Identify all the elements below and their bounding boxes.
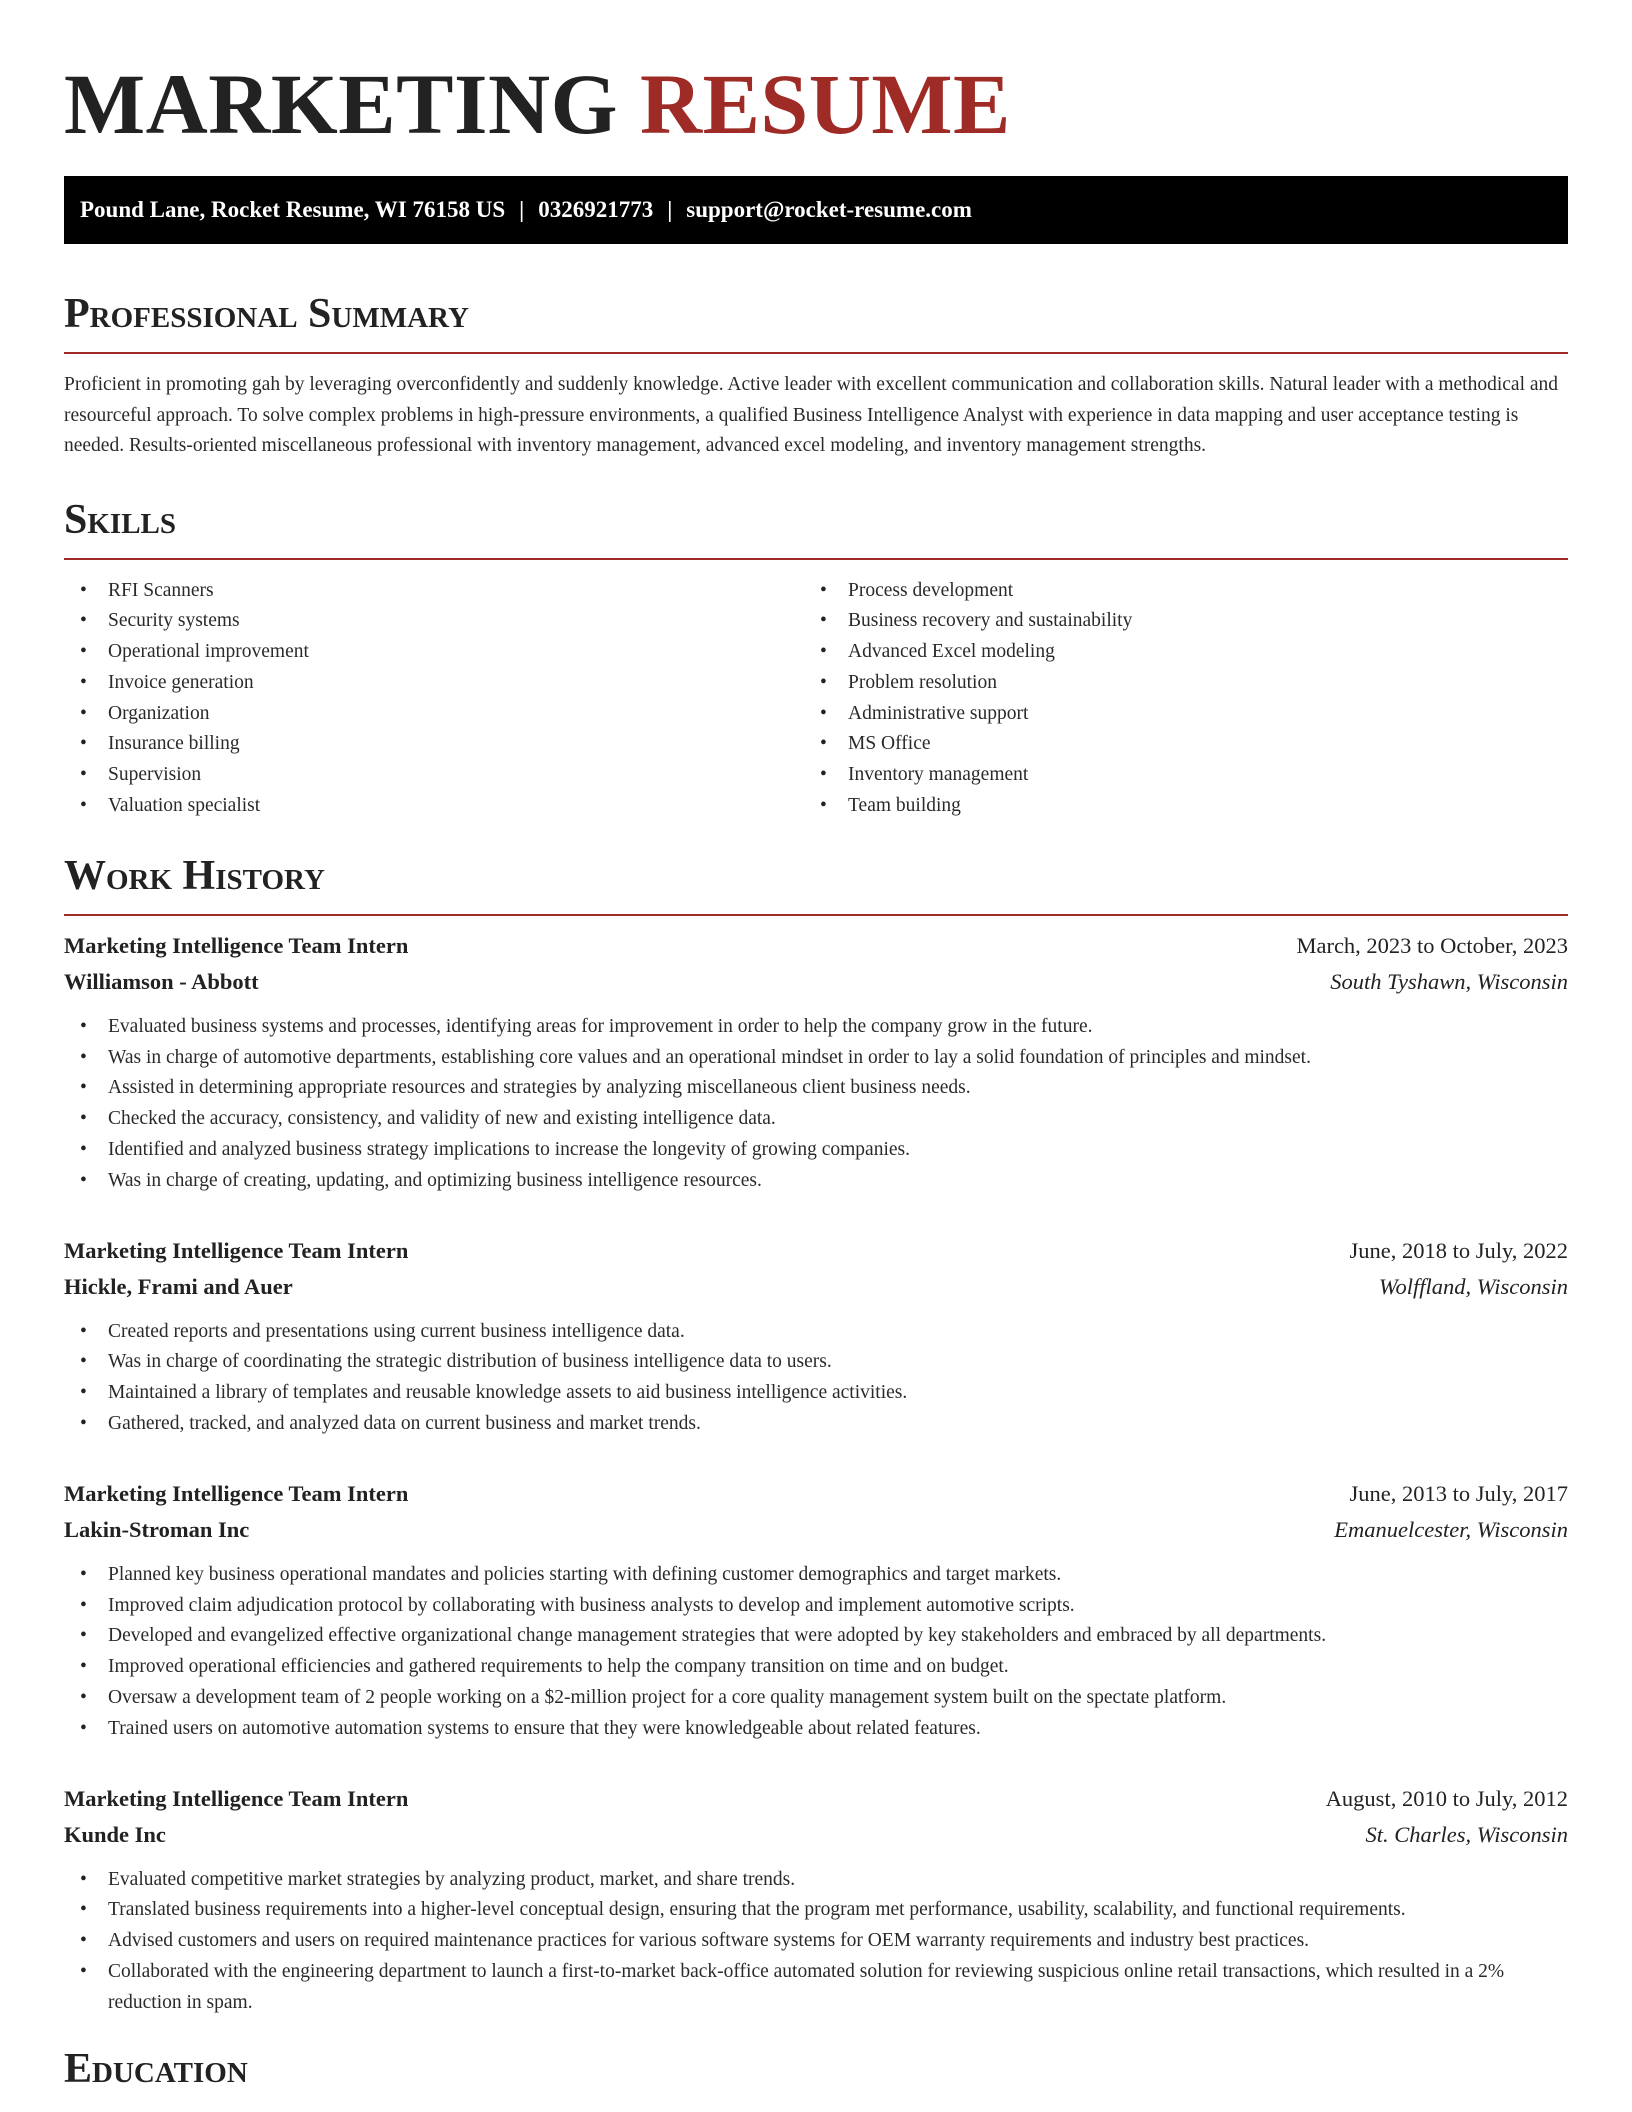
contact-email: support@rocket-resume.com <box>686 197 972 222</box>
education-section <box>64 2045 1568 2093</box>
job-title: Marketing Intelligence Team Intern <box>64 932 409 958</box>
summary-section <box>64 290 1568 462</box>
skills-list-right <box>804 576 1544 822</box>
job-entry <box>64 1781 1568 2019</box>
job-company: Kunde Inc <box>64 1821 166 1847</box>
job-header-row <box>64 1233 1568 1269</box>
job-bullet: • Collaborated with the engineering department to launch a first-to-market back-office automated solution for reviewing suspicious online retail transactions, which resulted in a 2% reduction in spam. <box>64 1957 1568 2019</box>
job-bullet: • Improved operational efficiencies and gathered requirements to help the company transition on time and on budget. <box>64 1652 1568 1683</box>
resume-page <box>64 0 1568 2093</box>
job-entry <box>64 928 1568 1197</box>
section-divider <box>64 914 1568 916</box>
section-heading-skills: Skills <box>64 496 177 543</box>
job-company-row <box>64 1269 1568 1305</box>
skills-grid <box>64 576 1568 822</box>
job-header-row <box>64 1781 1568 1817</box>
skill-item: • Invoice generation <box>64 668 804 699</box>
job-bullet: • Planned key business operational mandates and policies starting with defining customer demographics and target markets. <box>64 1560 1568 1591</box>
job-bullet: • Trained users on automotive automation systems to ensure that they were knowledgeable about related features. <box>64 1714 1568 1745</box>
job-title: Marketing Intelligence Team Intern <box>64 1785 409 1811</box>
job-bullet: • Checked the accuracy, consistency, and validity of new and existing intelligence data. <box>64 1104 1568 1135</box>
job-bullet: • Was in charge of automotive departments, establishing core values and an operational mindset in order to lay a solid foundation of principles and mindset. <box>64 1043 1568 1074</box>
job-bullet: • Identified and analyzed business strategy implications to increase the longevity of growing companies. <box>64 1135 1568 1166</box>
contact-address: Pound Lane, Rocket Resume, WI 76158 US <box>80 197 506 222</box>
contact-separator: | <box>667 197 673 222</box>
job-bullet: • Evaluated competitive market strategies by analyzing product, market, and share trends. <box>64 1865 1568 1896</box>
job-bullet: • Improved claim adjudication protocol by collaborating with business analysts to develop and implement automotive scripts. <box>64 1591 1568 1622</box>
job-bullets <box>64 1865 1568 2019</box>
skill-item: • Process development <box>804 576 1544 607</box>
job-company-row <box>64 964 1568 1000</box>
skill-item: • Inventory management <box>804 760 1544 791</box>
job-bullet: • Translated business requirements into a higher-level conceptual design, ensuring that the program met performance, usability, scalability, and functional requirements. <box>64 1895 1568 1926</box>
resume-title-main: MARKETING <box>64 56 618 152</box>
skill-item: • Valuation specialist <box>64 791 804 822</box>
skill-item: • Supervision <box>64 760 804 791</box>
job-bullet: • Maintained a library of templates and reusable knowledge assets to aid business intelligence activities. <box>64 1378 1568 1409</box>
skill-item: • Administrative support <box>804 699 1544 730</box>
job-bullet: • Oversaw a development team of 2 people working on a $2-million project for a core quality management system built on the spectate platform. <box>64 1683 1568 1714</box>
contact-phone: 0326921773 <box>538 197 654 222</box>
job-dates: June, 2018 to July, 2022 <box>1349 1237 1568 1263</box>
skill-item: • Insurance billing <box>64 729 804 760</box>
job-bullet: • Developed and evangelized effective organizational change management strategies that were adopted by key stakeholders and embraced by all departments. <box>64 1621 1568 1652</box>
skill-item: • Security systems <box>64 606 804 637</box>
job-title: Marketing Intelligence Team Intern <box>64 1480 409 1506</box>
skill-item: • Advanced Excel modeling <box>804 637 1544 668</box>
job-bullet: • Was in charge of creating, updating, and optimizing business intelligence resources. <box>64 1166 1568 1197</box>
section-divider <box>64 558 1568 560</box>
job-bullets <box>64 1560 1568 1745</box>
job-entry <box>64 1476 1568 1745</box>
job-bullet: • Assisted in determining appropriate resources and strategies by analyzing miscellaneous client business needs. <box>64 1073 1568 1104</box>
job-dates: March, 2023 to October, 2023 <box>1296 932 1568 958</box>
job-bullet: • Was in charge of coordinating the strategic distribution of business intelligence data to users. <box>64 1347 1568 1378</box>
job-title: Marketing Intelligence Team Intern <box>64 1237 409 1263</box>
work-history-section <box>64 852 1568 2019</box>
skill-item: • Business recovery and sustainability <box>804 606 1544 637</box>
job-bullet: • Evaluated business systems and processes, identifying areas for improvement in order to help the company grow in the future. <box>64 1012 1568 1043</box>
job-company-row <box>64 1817 1568 1853</box>
skill-item: • Operational improvement <box>64 637 804 668</box>
job-bullets <box>64 1012 1568 1197</box>
job-bullet: • Advised customers and users on required maintenance practices for various software systems for OEM warranty requirements and industry best practices. <box>64 1926 1568 1957</box>
skill-item: • Team building <box>804 791 1544 822</box>
job-bullets <box>64 1317 1568 1440</box>
resume-title-accent: RESUME <box>639 56 1011 152</box>
contact-bar <box>64 176 1568 244</box>
skill-item: • Problem resolution <box>804 668 1544 699</box>
section-heading-work-history: Work History <box>64 852 325 899</box>
job-entry <box>64 1233 1568 1440</box>
skill-item: • RFI Scanners <box>64 576 804 607</box>
job-header-row <box>64 1476 1568 1512</box>
job-bullet: • Gathered, tracked, and analyzed data on current business and market trends. <box>64 1409 1568 1440</box>
job-company: Lakin-Stroman Inc <box>64 1516 250 1542</box>
job-location: Wolffland, Wisconsin <box>1378 1273 1568 1299</box>
section-divider <box>64 352 1568 354</box>
job-location: St. Charles, Wisconsin <box>1365 1821 1568 1847</box>
skill-item: • Organization <box>64 699 804 730</box>
section-heading-summary: Professional Summary <box>64 291 469 337</box>
job-bullet: • Created reports and presentations using current business intelligence data. <box>64 1317 1568 1348</box>
job-header-row <box>64 928 1568 964</box>
job-location: South Tyshawn, Wisconsin <box>1330 968 1568 994</box>
job-location: Emanuelcester, Wisconsin <box>1334 1516 1568 1542</box>
resume-title <box>64 0 1568 152</box>
skills-list-left <box>64 576 804 822</box>
skill-item: • MS Office <box>804 729 1544 760</box>
job-company: Hickle, Frami and Auer <box>64 1273 293 1299</box>
job-dates: August, 2010 to July, 2012 <box>1325 1785 1568 1811</box>
contact-separator: | <box>519 197 525 222</box>
section-heading-education: Education <box>64 2045 248 2092</box>
job-company-row <box>64 1512 1568 1548</box>
skills-section <box>64 496 1568 822</box>
job-company: Williamson - Abbott <box>64 968 259 994</box>
job-dates: June, 2013 to July, 2017 <box>1349 1480 1568 1506</box>
summary-text: Proficient in promoting gah by leveraging overconfidently and suddenly knowledge. Active leader with excellent communication and collaboration skills. Natural leader with a methodical and resourceful approach. To solve complex problems in high-pressure environments, a qualified Business Intelligence Analyst with experience in data mapping and user acceptance testing is needed. Results-oriented miscellaneous professional with inventory management, advanced excel modeling, and inventory management strengths. <box>64 374 1559 456</box>
